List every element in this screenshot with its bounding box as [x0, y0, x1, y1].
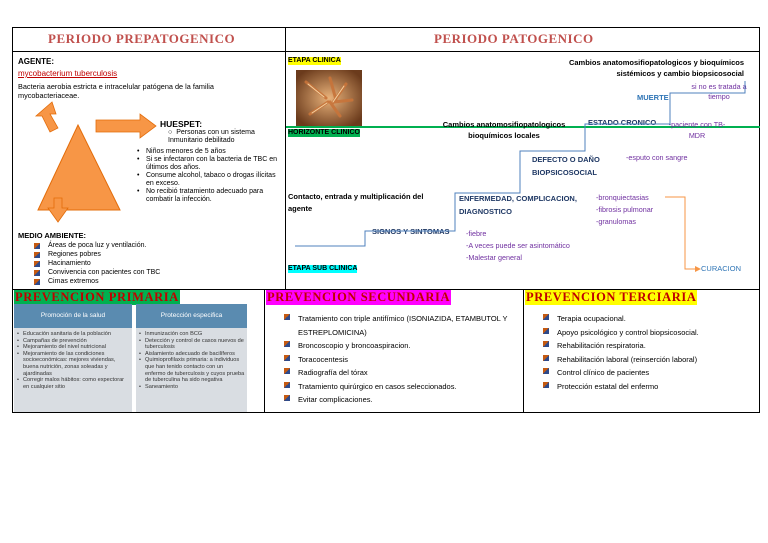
signos-sintomas-label: SIGNOS Y SINTOMAS — [372, 227, 450, 236]
disease-progression-staircase — [285, 51, 760, 291]
divider-prev-1 — [264, 289, 265, 413]
curacion-arrowhead — [695, 266, 701, 272]
huesped-list — [136, 148, 282, 204]
list-item: -fiebre — [466, 229, 487, 238]
list-item: • Corregir malos hábitos: como expectorar en cualquier sitio — [17, 377, 130, 390]
list-item: Rehabilitación laboral (reinserción laboral) — [541, 353, 756, 367]
curacion-label: CURACION — [701, 264, 742, 273]
list-item: • No recibió tratamiento adecuado para combatir la infección. — [136, 188, 282, 204]
prevencion-secundaria-list — [282, 312, 518, 407]
list-item: -A veces puede ser asintomático — [466, 241, 570, 250]
list-item: Tratamiento con triple antifímico (ISONIAZIDA, ETAMBUTOL Y ESTREPLOMICINA) — [282, 312, 518, 339]
staircase-line — [295, 81, 745, 246]
list-item: • Mejoramiento del nivel nutricional — [17, 344, 130, 351]
list-item: • Educación sanitaria de la población — [17, 331, 130, 338]
promocion-salud-cell — [14, 328, 132, 412]
arrow-right — [96, 114, 156, 138]
arrow-up-left — [36, 102, 58, 132]
list-item: • Consume alcohol, tabaco o drogas ilícitas en exceso. — [136, 172, 282, 188]
prevencion-secundaria-title: PREVENCION SECUNDARIA — [267, 290, 451, 304]
header-prepatogenico: PERIODO PREPATOGENICO — [48, 31, 236, 46]
enfermedad-label: ENFERMEDAD, COMPLICACION, DIAGNOSTICO — [459, 194, 577, 216]
list-item: Regiones pobres — [32, 250, 232, 259]
list-item: Protección estatal del enfermo — [541, 380, 756, 394]
list-item: Control clínico de pacientes — [541, 366, 756, 380]
proteccion-especifica-header: Protección especifica — [136, 304, 247, 328]
paciente-con: -paciente con TB-MDR — [668, 120, 726, 140]
header-patogenico: PERIODO PATOGENICO — [434, 31, 594, 46]
list-item: Hacinamiento — [32, 259, 232, 268]
huesped-label: HUESPET: — [160, 119, 203, 129]
contacto-label: Contacto, entrada y multiplicación del agente — [288, 192, 424, 213]
list-item: -Malestar general — [466, 253, 522, 262]
list-item: • Campañas de prevención — [17, 338, 130, 345]
proteccion-especifica-cell — [136, 328, 247, 412]
circle-bullet-icon: ○ — [168, 129, 173, 136]
list-item: • Mejoramiento de las condiciones socioeconómicas: mejores viviendas, buena nutrición, zonas soleadas y ajardinadas — [17, 351, 130, 377]
list-item: Convivencia con pacientes con TBC — [32, 268, 232, 277]
prevencion-terciaria-title: PREVENCION TERCIARIA — [526, 290, 697, 304]
medio-list — [32, 241, 232, 286]
list-item: Radiografía del tórax — [282, 366, 518, 380]
list-item: Apoyo psicológico y control biopsicosocial. — [541, 326, 756, 340]
agente-name: mycobacterium tuberculosis — [18, 69, 118, 78]
list-item: • Detección y control de casos nuevos de tuberculosis — [139, 338, 245, 351]
list-item: Evitar complicaciones. — [282, 393, 518, 407]
list-item: Toracocentesis — [282, 353, 518, 367]
list-item: • Inmunización con BCG — [139, 331, 245, 338]
horizonte-clinico-label: HORIZONTE CLINICO — [288, 129, 360, 136]
curacion-arrow-line — [665, 197, 695, 269]
list-item: • Quimioprofilaxis primaria: a individuos que han tenido contacto con un enfermo de tuberculosis y cuyos prueba de tuberculina ha sido negativa — [139, 357, 245, 383]
promocion-salud-header: Promoción de la salud — [14, 304, 132, 328]
list-item: Tratamiento quirúrgico en casos seleccionados. — [282, 380, 518, 394]
cambios-sistemicos: Cambios anatomosifiopatologicos y bioquímicos sistémicos y cambio biopsicosocial — [568, 58, 744, 78]
list-item: -bronquiectasias — [596, 193, 649, 202]
si-no-tratada: si no es tratada a tiempo — [691, 82, 747, 101]
agente-description: Bacteria aerobia estricta e intracelular patógena de la familia mycobacteriaceae. — [18, 82, 214, 100]
list-item: Terapia ocupacional. — [541, 312, 756, 326]
list-item: • Niños menores de 5 años — [136, 148, 282, 156]
muerte-label: MUERTE — [637, 93, 669, 102]
estado-cronico-label: ESTADO CRONICO — [588, 118, 657, 127]
cambios-locales: Cambios anatomosifiopatologicos bioquímicos locales — [442, 120, 566, 140]
list-item: • Aislamiento adecuado de bacilíferos — [139, 351, 245, 358]
medio-label: MEDIO AMBIENTE: — [18, 231, 87, 240]
list-item: -granulomas — [596, 217, 636, 226]
huesped-subtitle — [168, 129, 283, 145]
etapa-subclinica-label: ETAPA SUB CLINICA — [288, 265, 358, 272]
list-item: Cimas extremos — [32, 277, 232, 286]
esputo-con-sangre: -esputo con sangre — [626, 153, 688, 162]
list-item: • Saneamiento — [139, 384, 245, 391]
defecto-dano-label: DEFECTO O DAÑO BIOPSICOSOCIAL — [532, 155, 600, 177]
list-item: • Si se infectaron con la bacteria de TBC en últimos dos años. — [136, 156, 282, 172]
list-item: -fibrosis pulmonar — [596, 205, 654, 214]
triangle-shape — [38, 125, 120, 210]
etapa-clinica-label: ETAPA CLINICA — [288, 57, 341, 64]
divider-prev-2 — [523, 289, 524, 413]
list-item: Rehabilitación respiratoria. — [541, 339, 756, 353]
huesped-sub-text: Personas con un sistema Inmunitario debilitado — [168, 129, 255, 144]
prevencion-primaria-title: PREVENCION PRIMARIA — [15, 290, 179, 304]
list-item: Broncoscopio y broncoaspiracion. — [282, 339, 518, 353]
list-item: Áreas de poca luz y ventilación. — [32, 241, 232, 250]
agente-label: AGENTE: — [18, 57, 54, 66]
prevencion-terciaria-list — [541, 312, 756, 393]
